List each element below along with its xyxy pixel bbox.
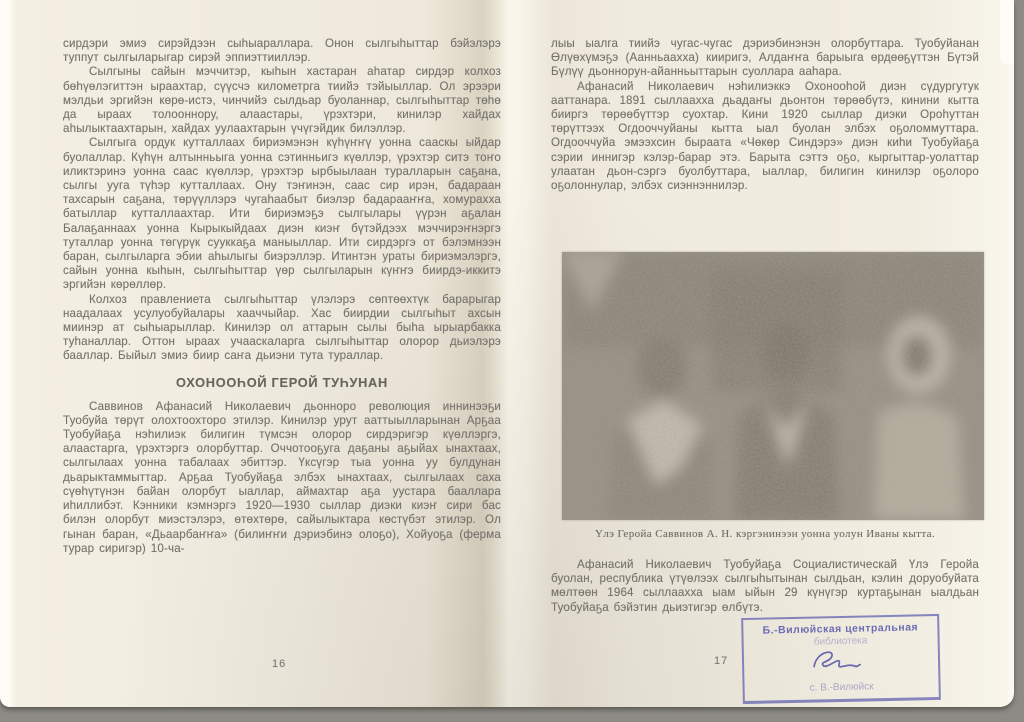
library-stamp: [741, 614, 941, 704]
stamp-text-line2: библиотека: [813, 635, 868, 648]
stamp-text-line3: с. В.-Вилюйск: [809, 681, 874, 694]
left-text-column: [63, 37, 501, 556]
stamp-text-line1: Б.-Вилюйская центральная: [762, 621, 919, 637]
paragraph: Саввинов Афанасий Николаевич дьонноро революция иннинээҕи Туобуйа төрүт олохтоохторо этилэр. Кинилэр урут ааттыылларынан Арҕаа Туобуйаҕа нэһилиэк билигин түмсэн олорор сирдэригэр күөллэргэ, алаастарга, үрэхтэргэ олорбуттар. Оччотооҕуга даҕаны аҕыйах ынахтаах, сылгылаах уонна табалаах эбиттэр. Үксүгэр тыа уонна уу булдунан дьарыктаммыттар. Арҕаа Туобуйаҕа элбэх ынахтаах, сылгылаах саха сүөһүтүнэн байан олорбут ыаллар, аймахтар аҕа уустара бааллара иһиллибэт. Кэнники кэмнэргэ 1920—1930 сыллар диэки киэҥ сири бас билэн олорбут миэстэлэрэ, өтөхтөрө, сайылыктара көстүбэт этилэр. Ол гынан баран, «Дьаарбаҥҥа» (билиҥҥи дэриэбинэ олоҕо), Хойуоҕа (ферма турар сиригэр) 10-ча-: [63, 399, 501, 555]
paragraph: Афанасий Николаевич Туобуйаҕа Социалистическай Үлэ Геройа буолан, республика үтүөлээх сылгыһытынан сылдьан, кэлин доруобуйата мөлтөөн 1964 сыллаахха ыам ыйын 29 күнүгэр куртаҕынан ыалдьан Туобуйаҕа бэйэтин дьиэтигэр өлбүтэ.: [551, 558, 979, 614]
paragraph: Колхоз правлениета сылгыһыттар үлэлэрэ сөптөөхтүк барарыгар наадалаах усулуобуйалары хааччыйар. Хас биирдии сылгыһыт ахсын миинэр ат сыһыарыллар. Кинилэр ол аттарын сылы быһа ырыарбакка туһаналлар. Оттон ыраах учааскаларга сылгыһыттар олорор дьиэлэрэ бааллар. Быйыл эмиэ биир саҥа дьиэни тута тураллар.: [63, 292, 501, 363]
paragraph: Сылгыга ордук кутталлаах бириэмэнэн күһүҥҥү уонна сааскы ыйдар буолаллар. Күһүн алтынньыга уонна сэтинньигэ күөллэр, үрэхтэр ситэ тоҥо иликтэринэ уонна саас күөллэр, үрэхтэр ырбыылаан туралларын саҕана, сылгы ууга түһэр кутталлаах. Ону тэҥинэн, саас сир ирэн, бадараан тахсарын саҕана, төрүүллэрэ чугаһаабыт биэлэр бадарааҥҥа, хомурахха батыллар кутталлаахтар. Ити бириэмэҕэ сылгылары үүрэн аҕалан Балаҕаннаах уонна Кырыкыйдаах диэн киэҥ бүтэйдээх мэччирэҥнэргэ туталлар уонна төгүрүк сууккаҕа маныыллар. Ити сирдэргэ от бэлэмнээн баран, сылгыларга эбии аһылыгы биэрэллэр. Итинтэн ураты бириэмэлэргэ, сайын уонна кыһын, сылгыһыттар үөр сылгыларын күҥҥэ биирдэ-иккитэ эргийэн көрөллөр.: [63, 136, 501, 292]
paragraph: лыы ыалга тиийэ чугас-чугас дэриэбинэнэн олорбуттара. Туобуйанан Өлүөхүмэҕэ (Аанньаахха) кииригэ, Алдаҥҥа барыыга өрдөөҕүттэн Бүтэй Бүлүү дьоннорун-айанньыттарын суоллара ааһара.: [551, 37, 979, 79]
paragraph: Афанасий Николаевич нэһилиэккэ Охонооһой диэн сүдургутук ааттанара. 1891 сыллаахха дьадаҥы дьонтон төрөөбүтэ, кинини кытта бииргэ төрөөбүттэр суохтар. Кини 1920 сыллар диэки Ороһуттан төрүттээх Огдооччуйаны кытта ыал буолан элбэх оҕоломмуттара. Огдооччуйа эмээхсин быраата «Чөкөр Синдэрэ» диэн киһи Туобуйаҕа сэрии иннигэр кэлэр-барар этэ. Барыта сэттэ оҕо, кыргыттар-уолаттар улаатан дьон-сэргэ буолбуттара, ыаллар, билигин кинилэр оҕолоро оҕолоннулар, элбэх сиэннэннилэр.: [551, 79, 979, 193]
signature-mark: [808, 646, 865, 677]
page-number-right: 17: [714, 655, 729, 667]
photo-hero-with-family: [562, 252, 984, 520]
paragraph: сирдэри эмиэ сирэйдээн сыһыараллара. Онон сылгыһыттар бэйэлэрэ туппут сылгыларыгар сирэй эппиэттииллэр.: [63, 37, 501, 65]
right-text-column-bottom: [551, 558, 979, 615]
photo-image: [562, 252, 984, 520]
right-text-column-top: [551, 37, 979, 193]
paragraph: Сылгыны сайын мэччитэр, кыһын хастаран аһатар сирдэр колхоз бөһүөлэгиттэн ыраахтар, сүүсчэ километрга тиийэ тэйыыллар. Ол эрээри мэлдьи эргийэн көрө-истэ, чинчийэ сылдьар буоланнар, сылгыһыттар төһө да ыраах толооннору, алаастары, үрэхтэри, кинилэр хайдах аһылыктаахтарын, хайдах уулаахтарын үчүгэйдик билэллэр.: [63, 65, 501, 136]
page-edge-highlight: [1000, 0, 1014, 64]
section-heading: ОХОНООҺОЙ ГЕРОЙ ТУҺУНАН: [176, 374, 388, 390]
page-number-left: 16: [272, 658, 287, 670]
photo-caption: Үлэ Геройа Саввинов А. Н. кэргэнинээн уонна уолун Иваны кытта.: [595, 528, 936, 540]
